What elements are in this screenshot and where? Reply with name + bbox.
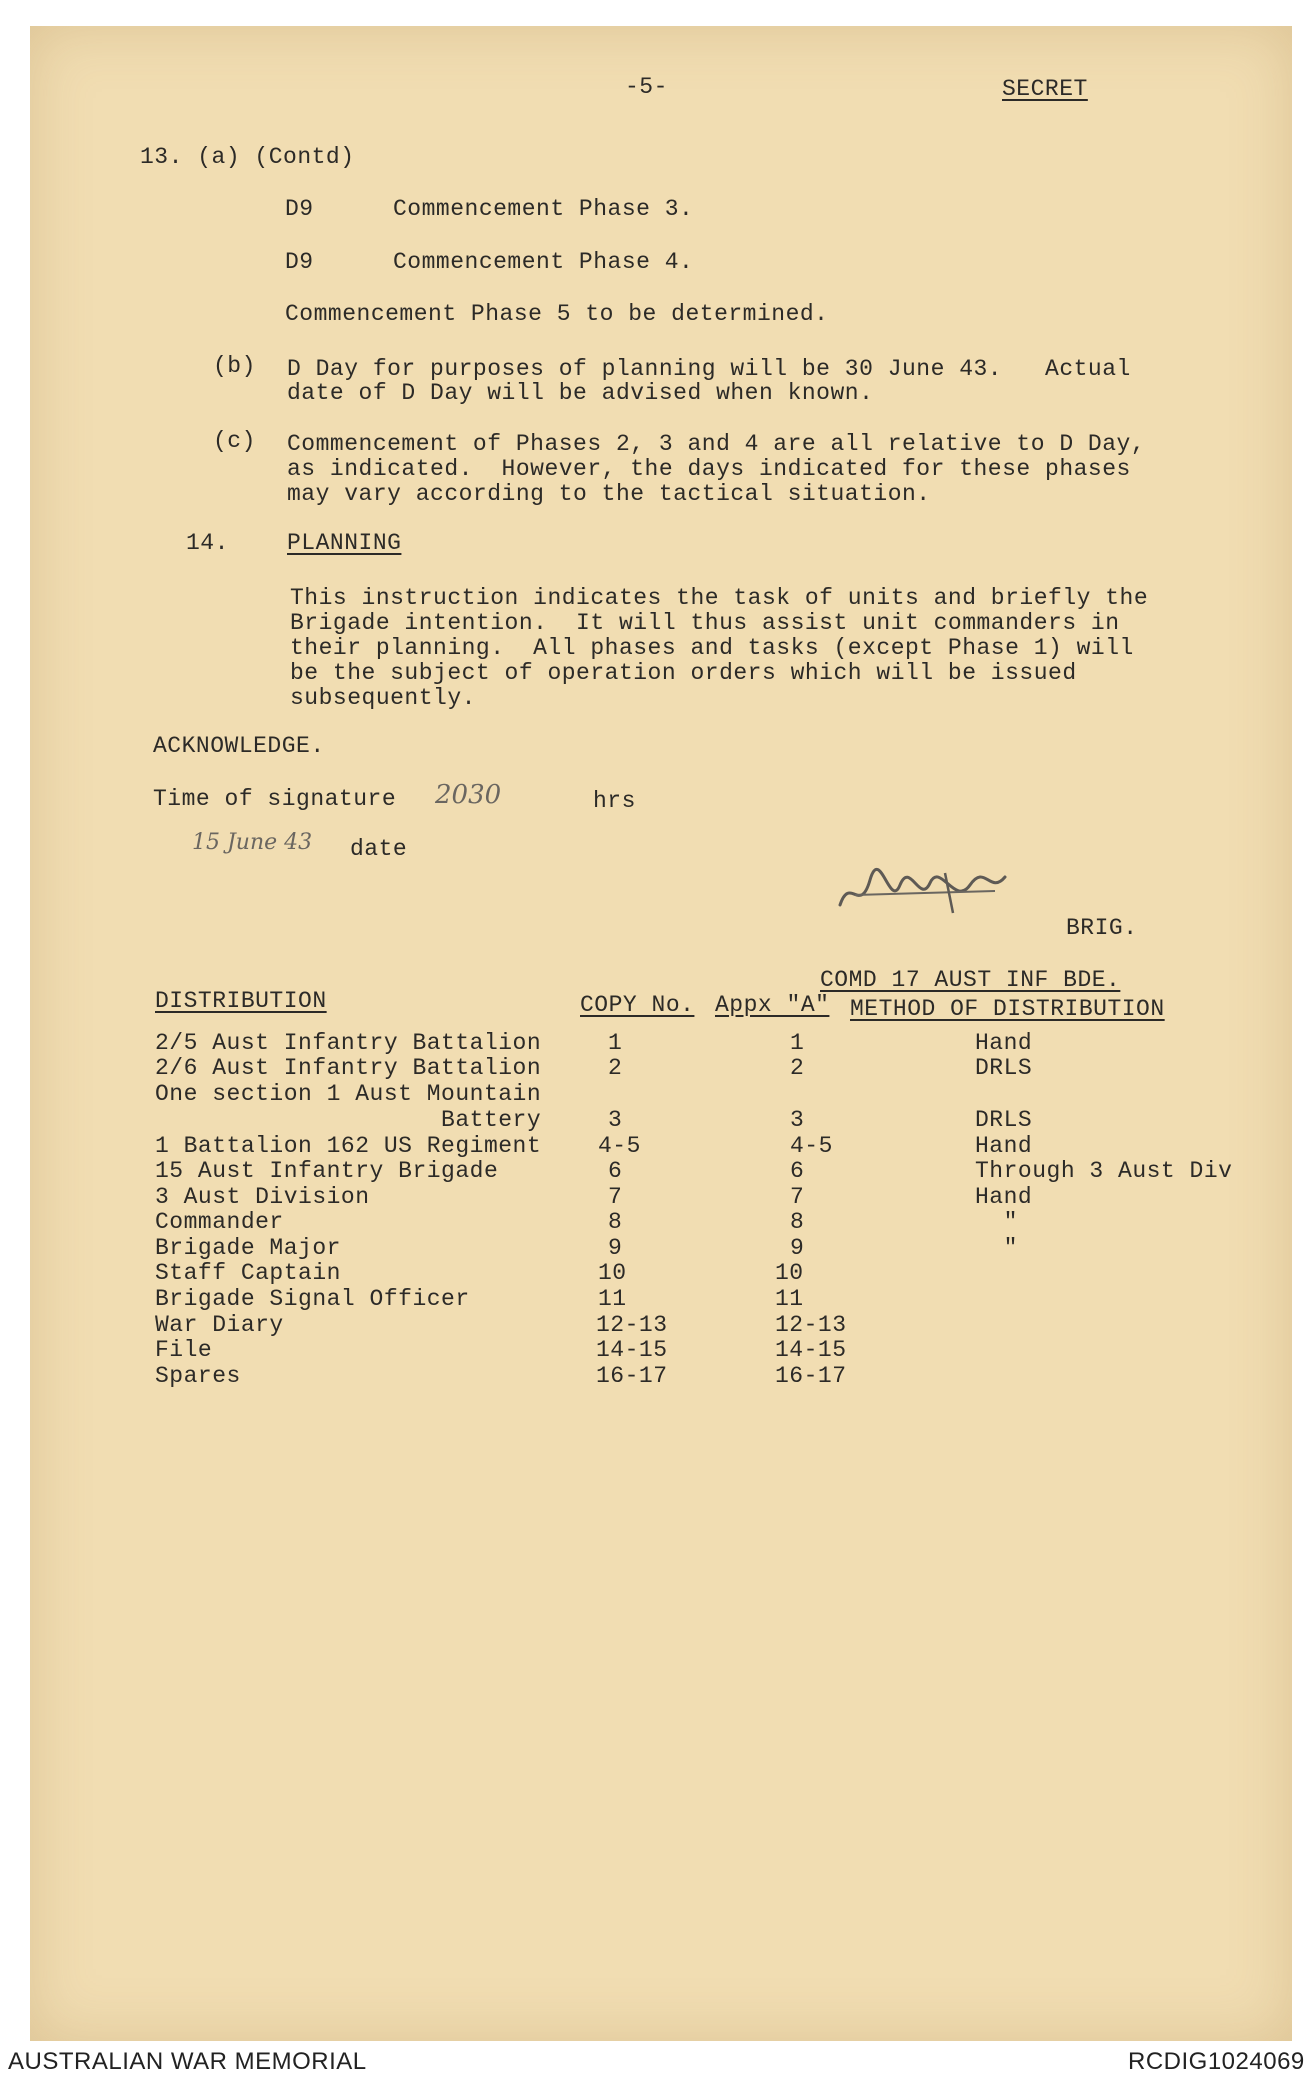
row-copy: 12-13 — [596, 1312, 668, 1338]
row-unit: Brigade Major — [155, 1235, 341, 1261]
row-copy: 10 — [598, 1260, 627, 1286]
table-row — [0, 1286, 1316, 1312]
row-unit: Battery — [155, 1107, 542, 1133]
row-appx: 8 — [790, 1209, 805, 1235]
row-unit: Spares — [155, 1363, 241, 1389]
row-copy: 7 — [608, 1184, 623, 1210]
row-appx: 7 — [790, 1184, 805, 1210]
para14-text-line: This instruction indicates the task of units and briefly the — [290, 585, 1149, 611]
sub-para-label: (b) — [213, 353, 256, 379]
row-copy: 3 — [608, 1107, 623, 1133]
sub-para-text-line: may vary according to the tactical situation. — [287, 481, 931, 507]
sub-para-text-line: date of D Day will be advised when known. — [287, 380, 874, 406]
row-copy: 16-17 — [596, 1363, 668, 1389]
row-copy: 6 — [608, 1158, 623, 1184]
para14-heading: PLANNING — [287, 530, 402, 556]
row-unit: Commander — [155, 1209, 284, 1235]
row-unit: One section 1 Aust Mountain — [155, 1081, 542, 1107]
row-appx: 10 — [775, 1260, 804, 1286]
row-appx: 12-13 — [775, 1312, 847, 1338]
time-value: 2030 — [435, 780, 502, 810]
para14-text-line: their planning. All phases and tasks (except Phase 1) will — [290, 635, 1134, 661]
schedule-event: Commencement Phase 3. — [393, 196, 694, 222]
row-unit: 2/6 Aust Infantry Battalion — [155, 1055, 542, 1081]
appointment: COMD 17 AUST INF BDE. — [820, 967, 1121, 993]
row-appx: 16-17 — [775, 1363, 847, 1389]
row-copy: 4-5 — [598, 1133, 641, 1159]
table-row — [0, 1363, 1316, 1389]
table-row — [0, 1260, 1316, 1286]
classification-marking: SECRET — [1002, 76, 1088, 102]
row-method: Hand — [975, 1030, 1033, 1056]
row-copy: 14-15 — [596, 1337, 668, 1363]
row-appx: 6 — [790, 1158, 805, 1184]
page-number: -5- — [625, 74, 668, 100]
schedule-day: D9 — [285, 196, 314, 222]
row-method: Hand — [975, 1133, 1033, 1159]
row-unit: Staff Captain — [155, 1260, 341, 1286]
sub-para-label: (c) — [213, 428, 256, 454]
table-row — [0, 1209, 1316, 1235]
schedule-event: Commencement Phase 4. — [393, 249, 694, 275]
row-copy: 1 — [608, 1030, 623, 1056]
distribution-header-copy: COPY No. — [580, 992, 695, 1018]
table-row — [0, 1081, 1316, 1107]
row-appx: 2 — [790, 1055, 805, 1081]
table-row — [0, 1030, 1316, 1056]
para13-heading: 13. (a) (Contd) — [140, 144, 355, 170]
para14-text-line: Brigade intention. It will thus assist unit commanders in — [290, 610, 1120, 636]
row-copy: 9 — [608, 1235, 623, 1261]
row-unit: War Diary — [155, 1312, 284, 1338]
para14-text-line: subsequently. — [290, 685, 476, 711]
schedule-day: D9 — [285, 249, 314, 275]
row-appx: 9 — [790, 1235, 805, 1261]
archive-credit: AUSTRALIAN WAR MEMORIAL — [8, 2048, 367, 2075]
signature — [835, 865, 1010, 920]
table-row — [0, 1107, 1316, 1133]
table-row — [0, 1055, 1316, 1081]
table-row — [0, 1337, 1316, 1363]
table-row — [0, 1158, 1316, 1184]
row-appx: 14-15 — [775, 1337, 847, 1363]
para14-number: 14. — [186, 530, 229, 556]
distribution-header-appx: Appx "A" — [715, 992, 830, 1018]
row-unit: 2/5 Aust Infantry Battalion — [155, 1030, 542, 1056]
rank: BRIG. — [1066, 915, 1138, 941]
archive-reference: RCDIG1024069 — [1128, 2048, 1305, 2075]
table-row — [0, 1184, 1316, 1210]
row-method: Through 3 Aust Div — [975, 1158, 1233, 1184]
hrs-label: hrs — [593, 788, 636, 814]
row-unit: Brigade Signal Officer — [155, 1286, 470, 1312]
row-method: DRLS — [975, 1107, 1033, 1133]
row-unit: File — [155, 1337, 213, 1363]
row-appx: 4-5 — [790, 1133, 833, 1159]
row-appx: 11 — [775, 1286, 804, 1312]
distribution-header-unit: DISTRIBUTION — [155, 988, 327, 1014]
distribution-header-method: METHOD OF DISTRIBUTION — [850, 996, 1165, 1022]
table-row — [0, 1312, 1316, 1338]
row-method: " — [975, 1235, 1018, 1261]
phase5-note: Commencement Phase 5 to be determined. — [285, 301, 829, 327]
row-copy: 2 — [608, 1055, 623, 1081]
table-row — [0, 1235, 1316, 1261]
row-unit: 15 Aust Infantry Brigade — [155, 1158, 499, 1184]
date-value: 15 June 43 — [192, 830, 313, 855]
row-copy: 8 — [608, 1209, 623, 1235]
sub-para-text-line: Commencement of Phases 2, 3 and 4 are all relative to D Day, — [287, 431, 1146, 457]
row-appx: 1 — [790, 1030, 805, 1056]
date-label: date — [350, 836, 408, 862]
row-copy: 11 — [598, 1286, 627, 1312]
acknowledge: ACKNOWLEDGE. — [153, 733, 325, 759]
row-method: DRLS — [975, 1055, 1033, 1081]
table-row — [0, 1133, 1316, 1159]
sub-para-text-line: as indicated. However, the days indicated for these phases — [287, 456, 1131, 482]
row-unit: 3 Aust Division — [155, 1184, 370, 1210]
row-method: Hand — [975, 1184, 1033, 1210]
row-method: " — [975, 1209, 1018, 1235]
time-label: Time of signature — [153, 786, 397, 812]
row-unit: 1 Battalion 162 US Regiment — [155, 1133, 542, 1159]
sub-para-text-line: D Day for purposes of planning will be 30 June 43. Actual — [287, 356, 1131, 382]
para14-text-line: be the subject of operation orders which will be issued — [290, 660, 1077, 686]
row-appx: 3 — [790, 1107, 805, 1133]
